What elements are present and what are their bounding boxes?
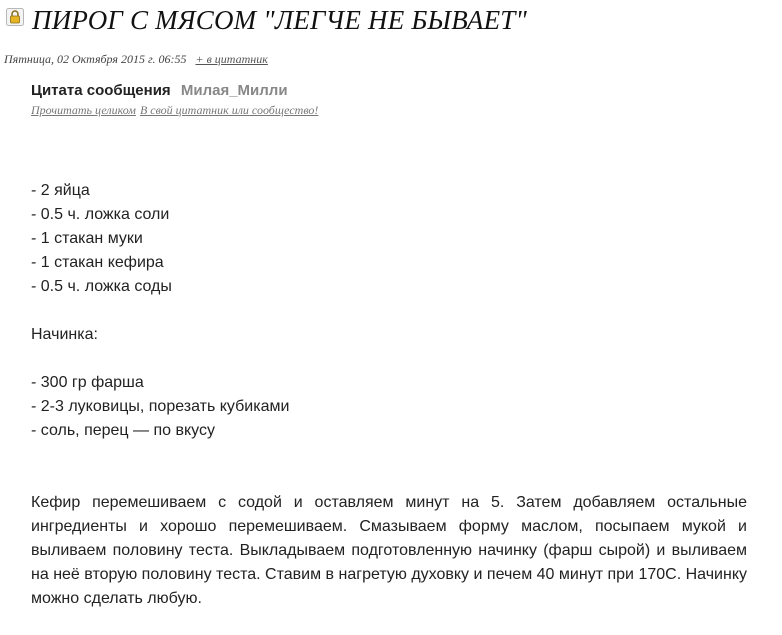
ingredient-line: - 0.5 ч. ложка соды bbox=[31, 278, 172, 295]
ingredient-line: - 1 стакан кефира bbox=[31, 254, 164, 271]
post-meta bbox=[4, 52, 268, 67]
quote-header bbox=[31, 82, 322, 100]
quote-block bbox=[31, 82, 322, 118]
lock-icon bbox=[6, 8, 24, 26]
post-date: Пятница, 02 Октября 2015 г. 06:55 bbox=[4, 52, 187, 66]
ingredient-line: - 2 яйца bbox=[31, 182, 90, 199]
add-to-quotes-link[interactable]: + в цитатник bbox=[195, 52, 268, 66]
post-header bbox=[6, 4, 527, 36]
post-title: ПИРОГ С МЯСОМ "ЛЕГЧЕ НЕ БЫВАЕТ" bbox=[32, 5, 528, 35]
save-to-quotes-link[interactable]: В свой цитатник или сообщество! bbox=[139, 103, 319, 117]
ingredient-line: - 1 стакан муки bbox=[31, 230, 143, 247]
post-content bbox=[31, 179, 747, 611]
quote-links bbox=[31, 103, 322, 118]
filling-line: - соль, перец — по вкусу bbox=[31, 422, 215, 439]
quote-author-link[interactable]: Милая_Милли bbox=[180, 82, 288, 99]
filling-line: - 300 гр фарша bbox=[31, 374, 144, 391]
quote-label: Цитата сообщения bbox=[31, 82, 171, 99]
filling-line: - 2-3 луковицы, порезать кубиками bbox=[31, 398, 290, 415]
filling-heading: Начинка: bbox=[31, 326, 98, 343]
ingredient-line: - 0.5 ч. ложка соли bbox=[31, 206, 170, 223]
instructions-paragraph: Кефир перемешиваем с содой и оставляем минут на 5. Затем добавляем остальные ингредиенты и хорошо перемешиваем. Смазываем форму маслом, посыпаем мукой и выливаем половину теста. Выкладываем подготовленную начинку (фарш сырой) и выливаем на неё вторую половину теста. Ставим в нагретую духовку и печем 40 минут при 170С. Начинку можно сделать любую. bbox=[31, 494, 747, 607]
read-full-link[interactable]: Прочитать целиком bbox=[31, 103, 136, 117]
